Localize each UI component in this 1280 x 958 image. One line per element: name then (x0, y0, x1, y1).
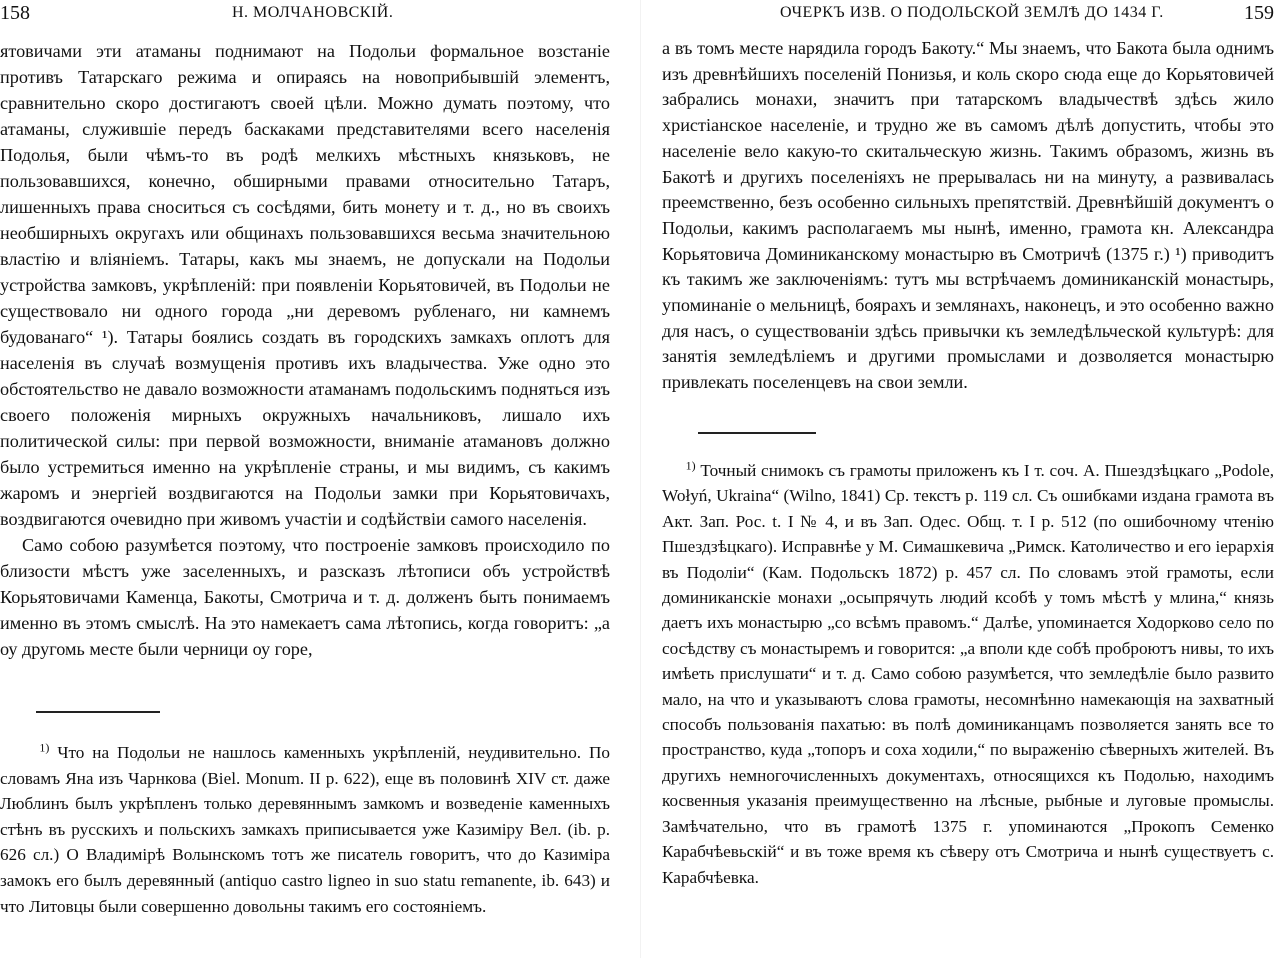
paragraph: Само собою разумѣется поэтому, что построеніе замковъ происходило по близости мѣстъ уже заселенныхъ, и разсказъ лѣтописи объ устройствѣ Корьятовичами Каменца, Бакоты, Смотрича и т. д. долженъ быть понимаемъ именно въ этомъ смыслѣ. На это намекаетъ сама лѣтопись, когда говоритъ: „а оу другомь месте были черници оу горе, (0, 535, 610, 659)
running-head-title: ОЧЕРКЪ ИЗВ. О ПОДОЛЬСКОЙ ЗЕМЛѢ ДО 1434 Г. (780, 4, 1164, 21)
running-head-title: Н. МОЛЧАНОВСКІЙ. (232, 4, 394, 21)
page-number: 158 (0, 2, 30, 24)
paragraph: а въ томъ месте нарядила городъ Бакоту.“ Мы знаемъ, что Бакота была однимъ изъ древнѣйшихъ поселеній Понизья, и коль скоро сюда еще до Корьятовичей забрались монахи, значитъ при татарскомъ владычествѣ здѣсь жило христіанское населеніе, и трудно же въ самомъ дѣлѣ допустить, чтобы это населеніе вело какую-то скитальческую жизнь. Такимъ образомъ, жизнь въ Бакотѣ и другихъ поселеніяхъ не прерывалась ни на минуту, а развивалась преемственно, безъ особенно сильныхъ препятствій. Древнѣйшій документъ о Подольи, какимъ располагаемъ мы нынѣ, именно, грамота кн. Александра Корьятовича Доминиканскому монастырю въ Смотричѣ (1375 г.) ¹) приводитъ къ такимъ же заключеніямъ: тутъ мы встрѣчаемъ доминиканскій монастырь, упоминаніе о мельницѣ, боярахъ и землянахъ, наконецъ, и это особенно важно для насъ, о существованіи здѣсь привычки къ земледѣльческой культурѣ: для занятія земледѣліемъ и другими промыслами и дозволяется монастырю привлекать поселенцевъ на свои земли. (662, 38, 1274, 393)
main-text (0, 38, 610, 662)
footnote-separator (36, 711, 160, 713)
footnote-mark: 1) (39, 740, 50, 755)
page-number: 159 (1244, 2, 1274, 24)
footnote-text: Точный снимокъ съ грамоты приложенъ къ I т. соч. А. Пшездзѣцкаго „Podole, Wołyń, Ukraina“ (Wilno, 1841) Ср. текстъ p. 119 сл. Съ ошибками издана грамота въ Акт. Зап. Рос. t. I № 4, и въ Зап. Одес. Общ. т. I p. 512 (по ошибочному чтенію Пшездзѣцкаго). Исправнѣе у М. Симашкевича „Римск. Католичество и его іерархія въ Подоліи“ (Кам. Подольскъ 1872) p. 457 сл. По словамъ этой грамоты, если доминиканскіе монахи „осыпрячуть людий ксобѣ у томъ мѣстѣ у млина,“ князь даетъ ихъ монастырю „со всѣмъ правомъ.“ Далѣе, упоминается Ходорково село по сосѣдству съ монастыремъ и говорится: „а вполи кде собѣ проброютъ нивы, то ихъ имѣеть прислушати“ и т. д. Само собою разумѣется, что земледѣліе было развито мало, на что и указываютъ слова грамоты, несомнѣнно намекающія на захватный способъ пользованія пахатью: въ полѣ доминиканцамъ позволяется занять все то пространство, куда „топоръ и соха ходили,“ по выраженію сѣверныхъ жителей. Въ другихъ немногочисленныхъ документахъ, относящихся къ Подолью, находимъ косвенныя указанія преимущественно на лѣсные, рыбные и луговые промыслы. Замѣчательно, что въ грамотѣ 1375 г. упоминаются „Прокопъ Семенко Карабчѣевьскій“ и въ тоже время къ сѣверу отъ Смотрича и нынѣ существуетъ с. Карабчѣевка. (662, 461, 1275, 887)
right-page (662, 0, 1280, 958)
footnote (0, 740, 610, 919)
main-text (662, 36, 1274, 396)
running-head (662, 0, 1274, 26)
gutter (640, 0, 641, 958)
footnote-separator (698, 432, 816, 434)
footnote-mark: 1) (685, 458, 696, 473)
paragraph: ятовичами эти атаманы поднимают на Подольи формальное возстаніе противъ Татарскаго режима и опираясь на новоприбывшій элементъ, сравнительно скоро достигаютъ своей цѣли. Можно думать поэтому, что атаманы, служившіе передъ баскаками представителями всего населенія Подолья, были чѣмъ-то въ родѣ мелкихъ мѣстныхъ князьковъ, не пользовавшихся, конечно, обширными правами относительно Татаръ, лишенныхъ права сноситься съ сосѣдями, бить монету и т. д., но въ своихъ необширныхъ округахъ или общинахъ пользовавшихся весьма значительною властію и вліяніемъ. Татары, какъ мы знаемъ, не допускали на Подольи устройства замковъ, укрѣпленій: при появленіи Корьятовичей, въ Подольи не существовало ни одного города „ни деревомъ рубленаго, ни камнемъ будованаго“ ¹). Татары боялись создать въ городскихъ замкахъ оплотъ для населенія въ случаѣ возмущенія противъ ихъ владычества. Уже одно это обстоятельство не давало возможности атаманамъ подольскимъ подняться изъ своего положенія мирныхъ окружныхъ начальниковъ, лишало ихъ политической силы: при первой возможности, вниманіе атамановъ должно было устремиться именно на укрѣпленіе страны, и мы видимъ, съ какимъ жаромъ и энергіей воздвигаются на Подольи замки при Корьятовичахъ, воздвигаются очевидно при живомъ участіи и содѣйствіи самого населенія. (0, 41, 610, 529)
footnote-text: Что на Подольи не нашлось каменныхъ укрѣпленій, неудивительно. По словамъ Яна изъ Чарнкова (Biel. Monum. II p. 622), еще въ половинѣ XIV ст. даже Люблинъ былъ укрѣпленъ только деревяннымъ замкомъ и возведеніе каменныхъ стѣнъ въ русскихъ и польскихъ замкахъ приписывается уже Казиміру Вел. (ib. p. 626 сл.) О Владимірѣ Волынскомъ тотъ же писатель говоритъ, что до Казиміра замокъ его былъ деревянный (antiquo castro ligneo in suo statu remanente, ib. 643) и что Литовцы были совершенно довольны такимъ его состояніемъ. (0, 743, 610, 916)
left-page (0, 0, 630, 958)
running-head (0, 0, 610, 26)
footnote (662, 458, 1274, 890)
